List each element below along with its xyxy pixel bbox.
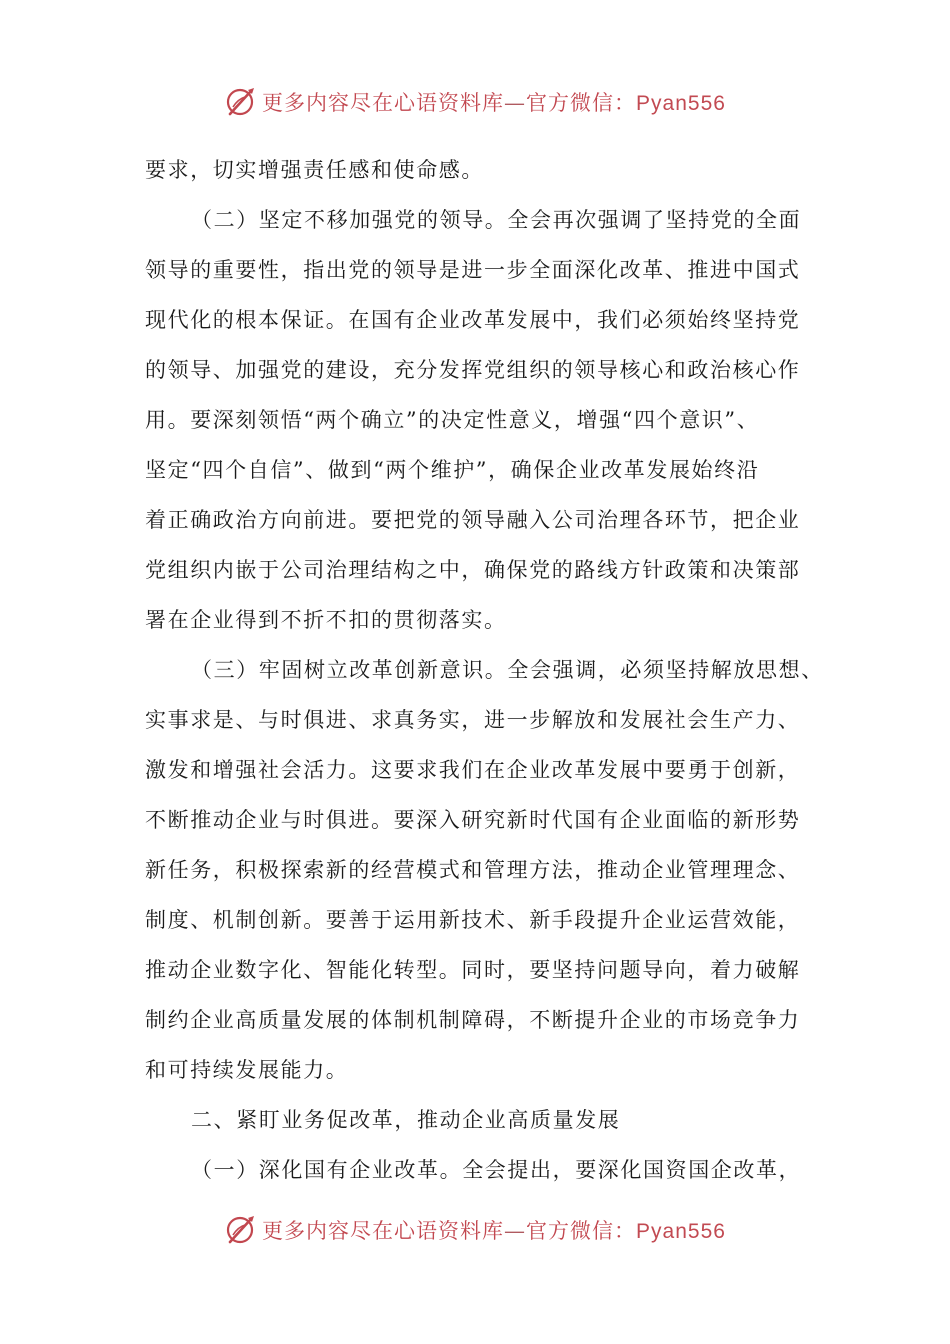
paragraph-heading-1: （一）深化国有企业改革。全会提出，要深化国资国企改革，: [191, 1158, 802, 1182]
text-line: 制度、机制创新。要善于运用新技术、新手段提升企业运营效能，: [145, 908, 801, 932]
footer-watermark-banner: [0, 1210, 950, 1250]
text-line: 署在企业得到不折不扣的贯彻落实。: [145, 608, 507, 632]
paragraph-heading-2: （二）坚定不移加强党的领导。全会再次强调了坚持党的全面: [191, 208, 802, 232]
banner-text: [262, 87, 726, 117]
text-line: 现代化的根本保证。在国有企业改革发展中，我们必须始终坚持党: [145, 308, 801, 332]
banner-library-name: 更多内容尽在心语资料库: [262, 1219, 505, 1243]
banner-wechat-label: 官方微信：: [526, 91, 637, 115]
banner-library-name: 更多内容尽在心语资料库: [262, 91, 505, 115]
banner-text: [262, 1215, 726, 1245]
text-line: 党组织内嵌于公司治理结构之中，确保党的路线方针政策和决策部: [145, 558, 801, 582]
text-line: 新任务，积极探索新的经营模式和管理方法，推动企业管理理念、: [145, 858, 801, 882]
text-line: 着正确政治方向前进。要把党的领导融入公司治理各环节，把企业: [145, 508, 801, 532]
text-line: 的领导、加强党的建设，充分发挥党组织的领导核心和政治核心作: [145, 358, 801, 382]
text-line: 激发和增强社会活力。这要求我们在企业改革发展中要勇于创新，: [145, 758, 801, 782]
banner-separator: —: [504, 1219, 527, 1243]
text-line: 制约企业高质量发展的体制机制障碍，不断提升企业的市场竞争力: [145, 1008, 801, 1032]
pen-logo-icon: [224, 1213, 258, 1247]
document-body: [145, 145, 825, 1195]
text-line: 和可持续发展能力。: [145, 1058, 349, 1082]
text-line: 实事求是、与时俱进、求真务实，进一步解放和发展社会生产力、: [145, 708, 801, 732]
text-line: 坚定“四个自信”、做到“两个维护”，确保企业改革发展始终沿: [145, 458, 760, 482]
banner-wechat-id: Pyan556: [636, 92, 726, 115]
paragraph-heading-3: （三）牢固树立改革创新意识。全会强调，必须坚持解放思想、: [191, 658, 824, 682]
banner-separator: —: [504, 91, 527, 115]
text-line: 用。要深刻领悟“两个确立”的决定性意义，增强“四个意识”、: [145, 408, 760, 432]
text-line: 推动企业数字化、智能化转型。同时，要坚持问题导向，着力破解: [145, 958, 801, 982]
banner-wechat-id: Pyan556: [636, 1220, 726, 1243]
pen-logo-icon: [224, 85, 258, 119]
text-line: 要求，切实增强责任感和使命感。: [145, 158, 484, 182]
section-heading: 二、紧盯业务促改革，推动企业高质量发展: [191, 1108, 621, 1132]
banner-wechat-label: 官方微信：: [526, 1219, 637, 1243]
text-line: 领导的重要性，指出党的领导是进一步全面深化改革、推进中国式: [145, 258, 801, 282]
text-line: 不断推动企业与时俱进。要深入研究新时代国有企业面临的新形势: [145, 808, 801, 832]
header-watermark-banner: [0, 82, 950, 122]
